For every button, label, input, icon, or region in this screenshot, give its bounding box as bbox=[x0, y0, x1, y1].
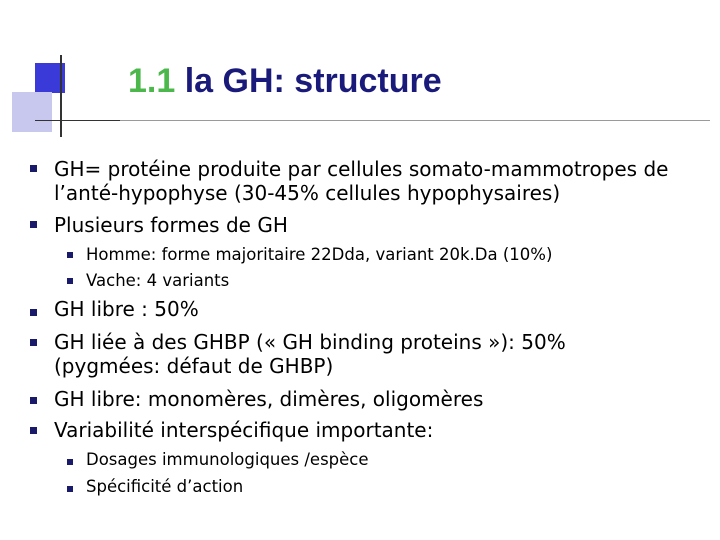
sub-bullet-text: Spécificité d’action bbox=[86, 477, 244, 496]
bullet-text: GH= protéine produite par cellules somato-mammotropes de l’anté-hypophyse (30-45% cellules hypophysaires) bbox=[54, 157, 669, 205]
slide-logo-decoration bbox=[0, 0, 120, 140]
title-rule bbox=[120, 120, 710, 121]
sub-bullet-marker bbox=[67, 252, 73, 258]
sub-bullet-text: Dosages immunologiques /espèce bbox=[86, 450, 369, 469]
bullet-marker bbox=[30, 427, 37, 434]
bullet-text: GH libre: monomères, dimères, oligomères bbox=[54, 387, 484, 411]
logo-light-square bbox=[12, 92, 52, 132]
logo-horizontal-line bbox=[35, 120, 120, 121]
bullet-text: GH liée à des GHBP (« GH binding proteins »): 50% (pygmées: défaut de GHBP) bbox=[54, 330, 566, 378]
bullet-marker bbox=[30, 309, 37, 316]
bullet-marker bbox=[30, 221, 37, 228]
sub-bullet-text: Homme: forme majoritaire 22Dda, variant 20k.Da (10%) bbox=[86, 245, 553, 264]
slide-title bbox=[128, 62, 442, 101]
title-text: la GH: structure bbox=[184, 62, 442, 100]
bullet-text: GH libre : 50% bbox=[54, 297, 199, 321]
sub-bullet-marker bbox=[67, 278, 73, 284]
sub-bullet-marker bbox=[67, 459, 73, 465]
title-number: 1.1 bbox=[128, 62, 176, 100]
sub-bullet-marker bbox=[67, 486, 73, 492]
bullet-marker bbox=[30, 397, 37, 404]
logo-vertical-line bbox=[60, 55, 62, 137]
bullet-marker bbox=[30, 339, 37, 346]
bullet-marker bbox=[30, 165, 37, 172]
bullet-text: Variabilité interspécifique importante: bbox=[54, 418, 434, 442]
bullet-text: Plusieurs formes de GH bbox=[54, 213, 288, 237]
sub-bullet-text: Vache: 4 variants bbox=[86, 271, 230, 290]
